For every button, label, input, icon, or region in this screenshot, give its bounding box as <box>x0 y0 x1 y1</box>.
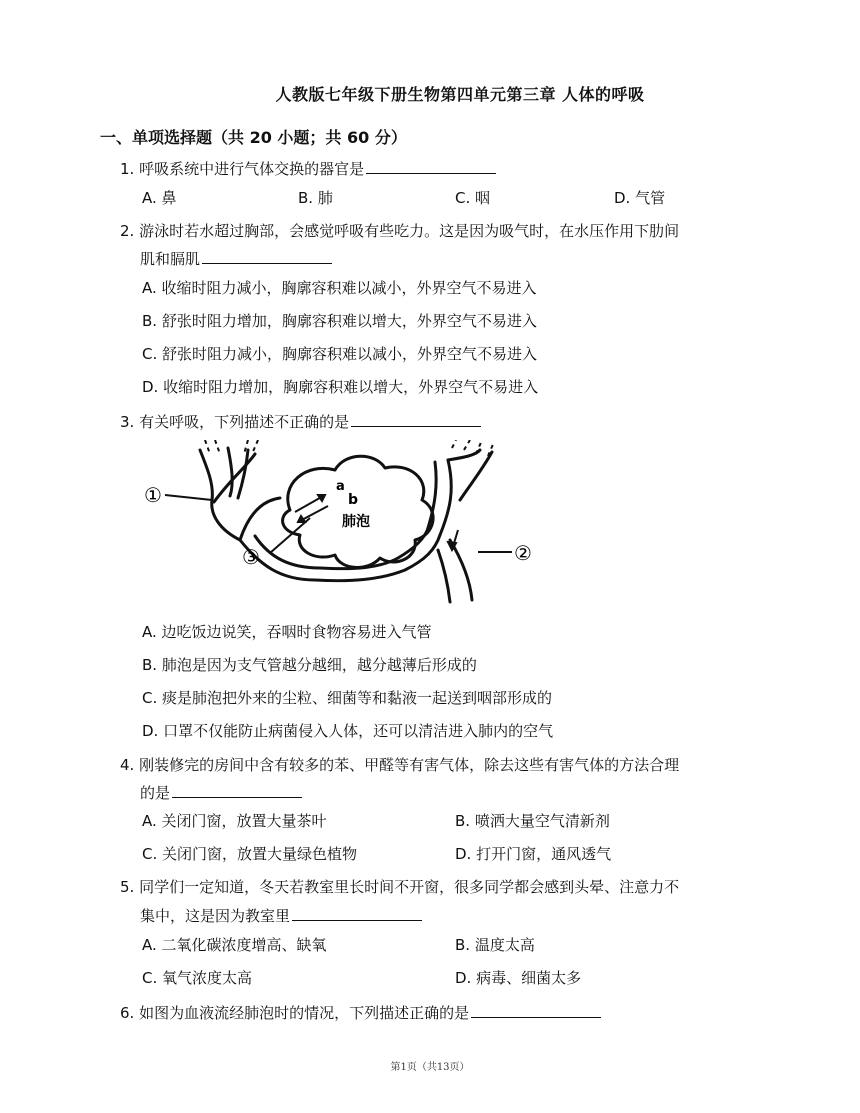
capillary-outer <box>240 535 440 581</box>
q1-option-d: D. 气管 <box>614 189 666 207</box>
figure-label-2: ② <box>514 541 532 565</box>
question-4-stem-line2: 的是 <box>140 782 302 803</box>
page-footer: 第1页（共13页） <box>390 1062 470 1073</box>
q5-option-c: C. 氧气浓度太高 <box>142 969 253 987</box>
answer-blank <box>366 158 496 174</box>
question-2-stem-line2: 肌和膈肌 <box>140 248 332 269</box>
q4-option-b: B. 喷洒大量空气清新剂 <box>455 812 610 830</box>
q2-option-d: D. 收缩时阻力增加，胸廓容积难以增大，外界空气不易进入 <box>142 378 539 396</box>
q1-option-b: B. 肺 <box>298 189 333 207</box>
q5-option-d: D. 病毒、细菌太多 <box>455 969 582 987</box>
q2-option-c: C. 舒张时阻力减小，胸廓容积难以减小，外界空气不易进入 <box>142 345 538 363</box>
question-3-stem: 3. 有关呼吸，下列描述不正确的是 <box>120 411 481 432</box>
answer-blank <box>351 411 481 427</box>
q1-option-a: A. 鼻 <box>142 189 177 207</box>
answer-blank <box>172 782 302 798</box>
q3-option-c: C. 痰是肺泡把外来的尘粒、细菌等和黏液一起送到咽部形成的 <box>142 689 553 707</box>
figure-label-1: ① <box>144 483 162 507</box>
question-6-stem: 6. 如图为血液流经肺泡时的情况，下列描述正确的是 <box>120 1002 601 1023</box>
question-4-stem-line1: 4. 刚装修完的房间中含有较多的苯、甲醛等有害气体，除去这些有害气体的方法合理 <box>120 756 680 774</box>
figure-label-a: a <box>336 479 345 494</box>
q4-option-a: A. 关闭门窗，放置大量茶叶 <box>142 812 327 830</box>
q3-option-b: B. 肺泡是因为支气管越分越细，越分越薄后形成的 <box>142 656 477 674</box>
figure-label-alveolus: 肺泡 <box>342 514 370 530</box>
question-1-stem: 1. 呼吸系统中进行气体交换的器官是 <box>120 158 496 179</box>
q2-option-b: B. 舒张时阻力增加，胸廓容积难以增大，外界空气不易进入 <box>142 312 537 330</box>
q5-option-b: B. 温度太高 <box>455 936 535 954</box>
q3-option-a: A. 边吃饭边说笑，吞咽时食物容易进入气管 <box>142 623 432 641</box>
question-5-stem-line2: 集中，这是因为教室里 <box>140 905 422 926</box>
q3-option-d: D. 口罩不仅能防止病菌侵入人体，还可以清洁进入肺内的空气 <box>142 722 554 740</box>
alveolus-diagram <box>130 440 570 605</box>
section-heading: 一、单项选择题（共 20 小题；共 60 分） <box>100 128 407 147</box>
q5-option-a: A. 二氧化碳浓度增高、缺氧 <box>142 936 327 954</box>
question-2-stem-line1: 2. 游泳时若水超过胸部，会感觉呼吸有些吃力。这是因为吸气时，在水压作用下肋间 <box>120 222 680 240</box>
figure-label-b: b <box>348 492 359 508</box>
question-5-stem-line1: 5. 同学们一定知道，冬天若教室里长时间不开窗，很多同学都会感到头晕、注意力不 <box>120 878 680 896</box>
answer-blank <box>471 1002 601 1018</box>
document-title: 人教版七年级下册生物第四单元第三章 人体的呼吸 <box>275 85 645 104</box>
q1-option-c: C. 咽 <box>455 189 491 207</box>
q4-option-d: D. 打开门窗，通风透气 <box>455 845 612 863</box>
answer-blank <box>292 905 422 921</box>
figure-label-3: ③ <box>242 545 260 569</box>
answer-blank <box>202 248 332 264</box>
q4-option-c: C. 关闭门窗，放置大量绿色植物 <box>142 845 358 863</box>
q2-option-a: A. 收缩时阻力减小，胸廓容积难以减小，外界空气不易进入 <box>142 279 537 297</box>
